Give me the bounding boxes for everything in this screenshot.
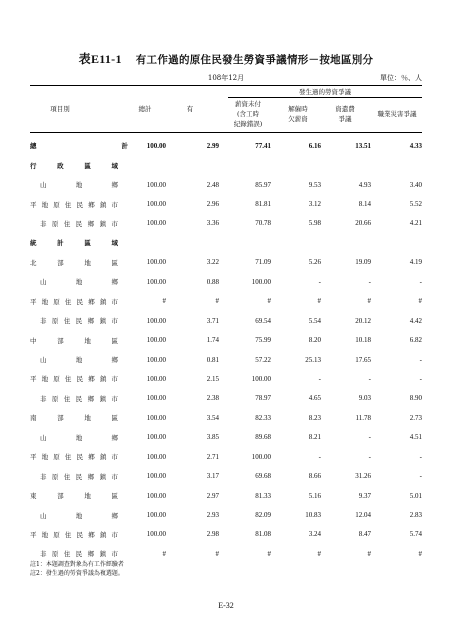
cell-total: 100.00: [146, 374, 166, 383]
row-label: 東部地區: [30, 492, 118, 501]
cell-have: 1.74: [206, 336, 219, 345]
cell-dismissal-arrears: 5.26: [308, 258, 321, 267]
cell-total: 100.00: [146, 394, 166, 403]
cell-have: 3.36: [206, 219, 219, 228]
row-label-cell: [30, 369, 130, 388]
cell-total: 100.00: [146, 491, 166, 500]
col-header-unpaid-wages: [226, 99, 270, 129]
row-label: 非原住民鄉鎮市: [40, 394, 118, 403]
unit-label: 單位：％、人: [380, 74, 422, 82]
row-label-cell: [30, 155, 130, 174]
cell-occupational-injury: 4.51: [409, 433, 422, 442]
col-header-unpaid-wages-line3: 紀錄錯誤): [233, 120, 263, 128]
cell-have: 2.38: [206, 394, 219, 403]
cell-total: 100.00: [146, 336, 166, 345]
table-row: [30, 272, 422, 291]
cell-total: 100.00: [146, 258, 166, 267]
cell-have: 2.71: [206, 452, 219, 461]
cell-severance-dispute: [321, 155, 371, 174]
cell-severance-dispute: 17.65: [355, 355, 371, 364]
row-label: 非原住民鄉鎮市: [40, 472, 118, 481]
table-row: [30, 253, 422, 272]
row-label-cell: [30, 175, 130, 194]
cell-total: 100.00: [146, 433, 166, 442]
row-label: 行政區域: [30, 161, 118, 170]
cell-severance-dispute: #: [367, 297, 371, 306]
table-row: [30, 194, 422, 213]
table-row: [30, 505, 422, 524]
cell-dismissal-arrears: -: [318, 452, 321, 461]
row-label: 平地原住民鄉鎮市: [30, 453, 118, 462]
cell-occupational-injury: 4.42: [409, 316, 422, 325]
cell-dismissal-arrears: 3.12: [308, 200, 321, 209]
cell-occupational-injury: 5.52: [409, 200, 422, 209]
cell-dismissal-arrears: 25.13: [305, 355, 321, 364]
table-row: [30, 447, 422, 466]
cell-have: 0.88: [206, 277, 219, 286]
cell-occupational-injury: 5.74: [409, 530, 422, 539]
table-row: [30, 311, 422, 330]
cell-severance-dispute: 8.47: [358, 530, 371, 539]
cell-unpaid-wages: 77.41: [255, 141, 271, 150]
cell-occupational-injury: [371, 155, 422, 174]
cell-occupational-injury: 4.19: [409, 258, 422, 267]
cell-dismissal-arrears: 8.66: [308, 472, 321, 481]
cell-total: 100.00: [146, 316, 166, 325]
cell-dismissal-arrears: [271, 155, 321, 174]
cell-total: #: [162, 297, 166, 306]
cell-unpaid-wages: 81.33: [255, 491, 271, 500]
cell-dismissal-arrears: 5.54: [308, 316, 321, 325]
cell-unpaid-wages: 85.97: [255, 180, 271, 189]
cell-have: [166, 233, 219, 252]
cell-unpaid-wages: [219, 155, 271, 174]
cell-have: 2.97: [206, 491, 219, 500]
table-number: 表E11-1: [78, 52, 122, 66]
table-row: [30, 369, 422, 388]
cell-total: 100.00: [146, 141, 166, 150]
cell-unpaid-wages: [219, 233, 271, 252]
cell-severance-dispute: 13.51: [355, 141, 371, 150]
cell-severance-dispute: 12.04: [355, 511, 371, 520]
row-label: 山地鄉: [40, 511, 118, 520]
cell-severance-dispute: -: [368, 433, 371, 442]
row-label: 山地鄉: [40, 433, 118, 442]
cell-total: 100.00: [146, 511, 166, 520]
table-title: [0, 50, 452, 67]
cell-unpaid-wages: 70.78: [255, 219, 271, 228]
row-label-cell: [30, 466, 130, 485]
row-label-cell: [30, 214, 130, 233]
cell-have: [166, 155, 219, 174]
cell-total: 100.00: [146, 530, 166, 539]
cell-severance-dispute: 11.78: [355, 413, 371, 422]
row-label-cell: [30, 350, 130, 369]
header-bottom-rule: [30, 132, 422, 133]
row-label: 山地鄉: [40, 278, 118, 287]
cell-occupational-injury: 8.90: [409, 394, 422, 403]
cell-severance-dispute: 20.12: [355, 316, 371, 325]
cell-occupational-injury: 3.40: [409, 180, 422, 189]
row-label-cell: [30, 311, 130, 330]
row-label: 非原住民鄉鎮市: [40, 317, 118, 326]
cell-total: 100.00: [146, 413, 166, 422]
row-label: 統計區域: [30, 239, 118, 248]
table-row: [30, 292, 422, 311]
row-label: 總計: [30, 142, 128, 151]
cell-occupational-injury: -: [419, 472, 422, 481]
cell-unpaid-wages: 89.68: [255, 433, 271, 442]
cell-occupational-injury: 2.73: [409, 413, 422, 422]
cell-have: 3.17: [206, 472, 219, 481]
cell-unpaid-wages: 82.09: [255, 511, 271, 520]
row-label-cell: [30, 253, 130, 272]
col-header-severance-dispute-line2: 爭議: [338, 115, 352, 123]
cell-total: 100.00: [146, 355, 166, 364]
row-label-cell: [30, 233, 130, 252]
cell-unpaid-wages: 69.54: [255, 316, 271, 325]
row-label-cell: [30, 447, 130, 466]
cell-have: 3.85: [206, 433, 219, 442]
cell-occupational-injury: #: [418, 549, 422, 558]
row-label: 山地鄉: [40, 356, 118, 365]
row-label: 山地鄉: [40, 181, 118, 190]
row-label-cell: [30, 136, 130, 155]
col-header-unpaid-wages-line2: (含工時: [236, 110, 260, 118]
row-label-cell: [30, 330, 130, 349]
cell-occupational-injury: -: [419, 355, 422, 364]
cell-severance-dispute: 4.93: [358, 180, 371, 189]
cell-have: 3.22: [206, 258, 219, 267]
table-row: [30, 136, 422, 155]
cell-occupational-injury: #: [418, 297, 422, 306]
cell-dismissal-arrears: 3.24: [308, 530, 321, 539]
cell-unpaid-wages: 100.00: [251, 374, 271, 383]
group-header-rule: [228, 97, 422, 98]
row-label-cell: [30, 486, 130, 505]
col-header-severance-dispute: [325, 104, 365, 124]
cell-dismissal-arrears: 8.21: [308, 433, 321, 442]
cell-dismissal-arrears: 5.16: [308, 491, 321, 500]
cell-have: 2.48: [206, 180, 219, 189]
cell-total: #: [162, 549, 166, 558]
cell-severance-dispute: -: [368, 277, 371, 286]
row-label: 非原住民鄉鎮市: [40, 550, 118, 559]
cell-occupational-injury: -: [419, 452, 422, 461]
cell-severance-dispute: 19.09: [355, 258, 371, 267]
row-label: 平地原住民鄉鎮市: [30, 375, 118, 384]
cell-severance-dispute: 8.14: [358, 200, 371, 209]
cell-have: 2.99: [206, 141, 219, 150]
cell-dismissal-arrears: 8.20: [308, 336, 321, 345]
table-row: [30, 525, 422, 544]
cell-occupational-injury: 2.83: [409, 511, 422, 520]
cell-occupational-injury: -: [419, 374, 422, 383]
row-label: 中部地區: [30, 336, 118, 345]
row-label: 南部地區: [30, 414, 118, 423]
cell-unpaid-wages: 82.33: [255, 413, 271, 422]
table-row: [30, 428, 422, 447]
col-header-have: 有: [186, 105, 194, 113]
row-label-cell: [30, 428, 130, 447]
cell-unpaid-wages: 57.22: [255, 355, 271, 364]
cell-total: 100.00: [146, 472, 166, 481]
col-header-occupational-injury: 職業災害爭議: [377, 110, 417, 118]
cell-total: 100.00: [146, 180, 166, 189]
footnote-1: 註1：本題調查對象為有工作經驗者: [30, 561, 124, 568]
cell-dismissal-arrears: 5.98: [308, 219, 321, 228]
table-title-text: 有工作過的原住民發生勞資爭議情形－按地區別分: [135, 54, 374, 66]
table-row: [30, 330, 422, 349]
cell-severance-dispute: 9.03: [358, 394, 371, 403]
table-row: [30, 175, 422, 194]
table-row: [30, 214, 422, 233]
cell-total: 100.00: [146, 277, 166, 286]
table-row: [30, 408, 422, 427]
col-header-unpaid-wages-line1: 薪資未付: [235, 100, 261, 108]
cell-occupational-injury: 5.01: [409, 491, 422, 500]
cell-occupational-injury: 6.82: [409, 336, 422, 345]
row-label: 平地原住民鄉鎮市: [30, 530, 118, 539]
cell-severance-dispute: 31.26: [355, 472, 371, 481]
cell-dismissal-arrears: 6.16: [308, 141, 321, 150]
cell-total: 100.00: [146, 200, 166, 209]
cell-have: 3.54: [206, 413, 219, 422]
cell-dismissal-arrears: 4.65: [308, 394, 321, 403]
cell-unpaid-wages: 69.68: [255, 472, 271, 481]
row-label-cell: [30, 194, 130, 213]
row-label-cell: [30, 389, 130, 408]
cell-unpaid-wages: 81.81: [255, 200, 271, 209]
cell-unpaid-wages: 100.00: [251, 277, 271, 286]
table-row: [30, 486, 422, 505]
cell-total: 100.00: [146, 452, 166, 461]
cell-have: #: [215, 297, 219, 306]
table-row: [30, 466, 422, 485]
cell-unpaid-wages: 78.97: [255, 394, 271, 403]
survey-date: 108年12月: [207, 74, 245, 82]
row-label-cell: [30, 525, 130, 544]
cell-dismissal-arrears: 9.53: [308, 180, 321, 189]
cell-severance-dispute: [321, 233, 371, 252]
col-header-dismissal-arrears: [278, 104, 318, 124]
row-label: 北部地區: [30, 258, 118, 267]
data-table: [30, 136, 422, 564]
cell-unpaid-wages: 71.09: [255, 258, 271, 267]
cell-total: [130, 233, 166, 252]
cell-occupational-injury: 4.33: [409, 141, 422, 150]
cell-unpaid-wages: #: [267, 549, 271, 558]
table-row: [30, 389, 422, 408]
cell-total: 100.00: [146, 219, 166, 228]
col-header-total: 總計: [138, 105, 152, 113]
row-label-cell: [30, 505, 130, 524]
cell-have: 2.96: [206, 200, 219, 209]
cell-have: 3.71: [206, 316, 219, 325]
cell-dismissal-arrears: #: [317, 549, 321, 558]
cell-dismissal-arrears: -: [318, 374, 321, 383]
row-label: 平地原住民鄉鎮市: [30, 200, 118, 209]
cell-unpaid-wages: #: [267, 297, 271, 306]
col-header-item: 項目別: [50, 105, 70, 113]
cell-have: 0.81: [206, 355, 219, 364]
col-header-severance-dispute-line1: 資遣費: [335, 105, 355, 113]
cell-have: 2.93: [206, 511, 219, 520]
col-header-group: 發生過的勞資爭議: [299, 88, 351, 96]
cell-dismissal-arrears: 8.23: [308, 413, 321, 422]
cell-unpaid-wages: 100.00: [251, 452, 271, 461]
cell-have: 2.98: [206, 530, 219, 539]
table-row: [30, 350, 422, 369]
cell-unpaid-wages: 81.08: [255, 530, 271, 539]
cell-severance-dispute: 20.66: [355, 219, 371, 228]
cell-dismissal-arrears: #: [317, 297, 321, 306]
row-label-cell: [30, 408, 130, 427]
row-label: 非原住民鄉鎮市: [40, 219, 118, 228]
cell-dismissal-arrears: 10.83: [305, 511, 321, 520]
cell-unpaid-wages: 75.99: [255, 336, 271, 345]
cell-severance-dispute: 10.18: [355, 336, 371, 345]
row-label: 平地原住民鄉鎮市: [30, 297, 118, 306]
cell-have: #: [215, 549, 219, 558]
cell-dismissal-arrears: -: [318, 277, 321, 286]
col-header-dismissal-arrears-line2: 欠薪資: [288, 115, 308, 123]
row-label-cell: [30, 292, 130, 311]
cell-severance-dispute: -: [368, 374, 371, 383]
cell-have: 2.15: [206, 374, 219, 383]
cell-total: [130, 155, 166, 174]
cell-occupational-injury: [371, 233, 422, 252]
section-row: [30, 155, 422, 174]
col-header-dismissal-arrears-line1: 解僱時: [288, 105, 308, 113]
footnotes: [30, 560, 124, 578]
footnote-2: 註2：發生過的勞資爭議為複選題。: [30, 570, 124, 577]
section-row: [30, 233, 422, 252]
cell-occupational-injury: -: [419, 277, 422, 286]
cell-severance-dispute: #: [367, 549, 371, 558]
header-top-rule: [30, 85, 422, 86]
cell-severance-dispute: 9.37: [358, 491, 371, 500]
cell-occupational-injury: 4.21: [409, 219, 422, 228]
row-label-cell: [30, 272, 130, 291]
page-number: E-32: [218, 601, 234, 610]
cell-severance-dispute: -: [368, 452, 371, 461]
table-subheader: [30, 73, 422, 85]
cell-dismissal-arrears: [271, 233, 321, 252]
